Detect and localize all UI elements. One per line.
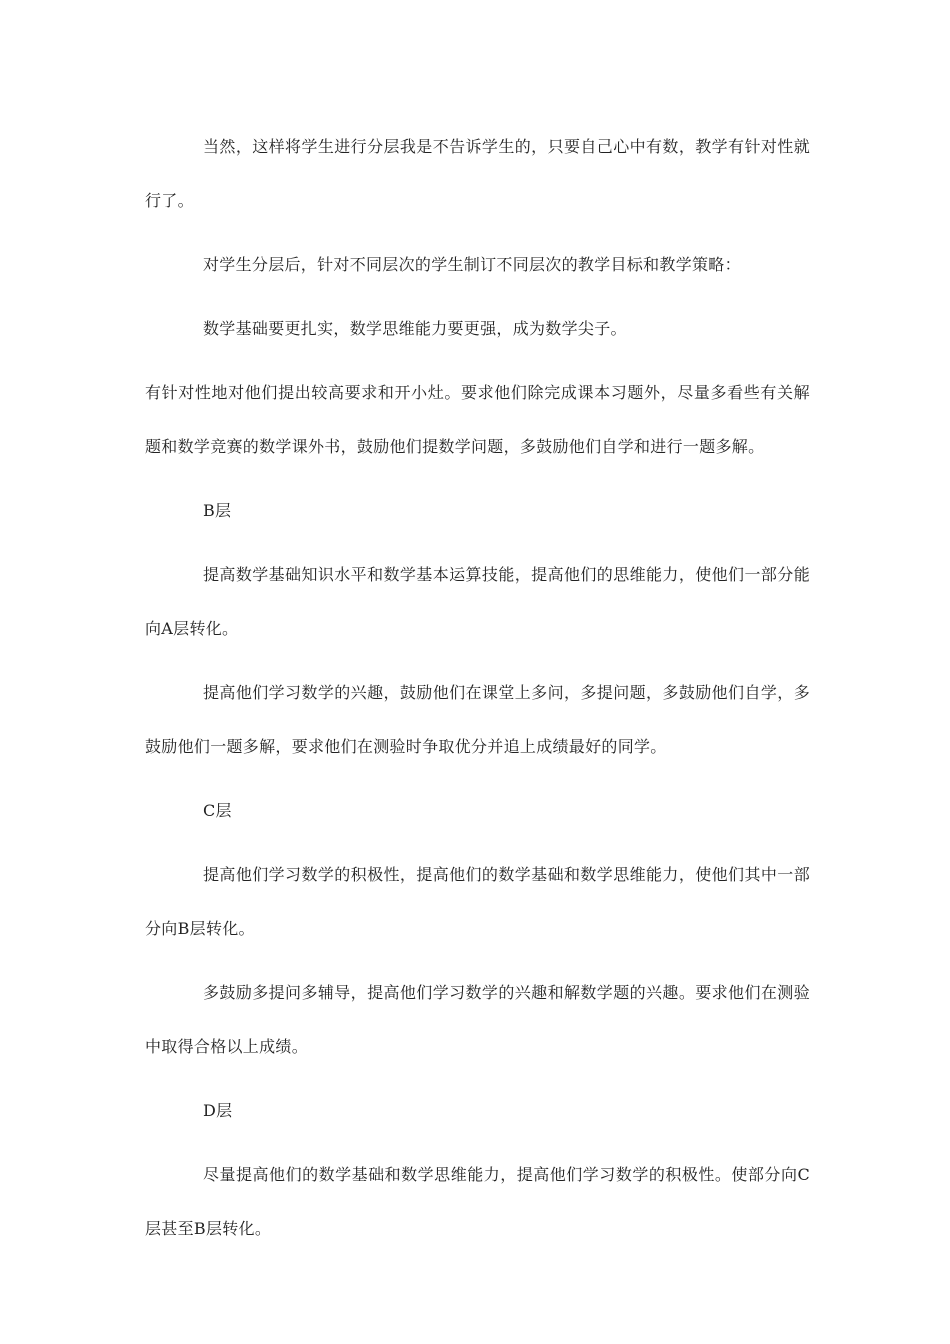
paragraph: 对学生分层后，针对不同层次的学生制订不同层次的教学目标和教学策略： (203, 255, 741, 274)
paragraph: 当然，这样将学生进行分层我是不告诉学生的，只要自己心中有数，教学有针对性就行了。 (145, 137, 810, 210)
section-heading-d: D层 (203, 1101, 233, 1120)
paragraph: 提高数学基础知识水平和数学基本运算技能，提高他们的思维能力，使他们一部分能向A层转化。 (145, 565, 810, 638)
paragraph: 提高他们学习数学的积极性，提高他们的数学基础和数学思维能力，使他们其中一部分向B层转化。 (145, 865, 810, 938)
paragraph: 多鼓励多提问多辅导，提高他们学习数学的兴趣和解数学题的兴趣。要求他们在测验中取得合格以上成绩。 (145, 983, 810, 1056)
paragraph: 有针对性地对他们提出较高要求和开小灶。要求他们除完成课本习题外，尽量多看些有关解题和数学竞赛的数学课外书，鼓励他们提数学问题，多鼓励他们自学和进行一题多解。 (145, 383, 810, 456)
document-body (145, 120, 810, 1256)
section-heading-c: C层 (203, 801, 232, 820)
paragraph: 尽量提高他们的数学基础和数学思维能力，提高他们学习数学的积极性。使部分向C层甚至B层转化。 (145, 1165, 810, 1238)
section-heading-b: B层 (203, 501, 232, 520)
paragraph: 数学基础要更扎实，数学思维能力要更强，成为数学尖子。 (203, 319, 627, 338)
paragraph: 提高他们学习数学的兴趣，鼓励他们在课堂上多问，多提问题，多鼓励他们自学，多鼓励他们一题多解，要求他们在测验时争取优分并追上成绩最好的同学。 (145, 683, 810, 756)
